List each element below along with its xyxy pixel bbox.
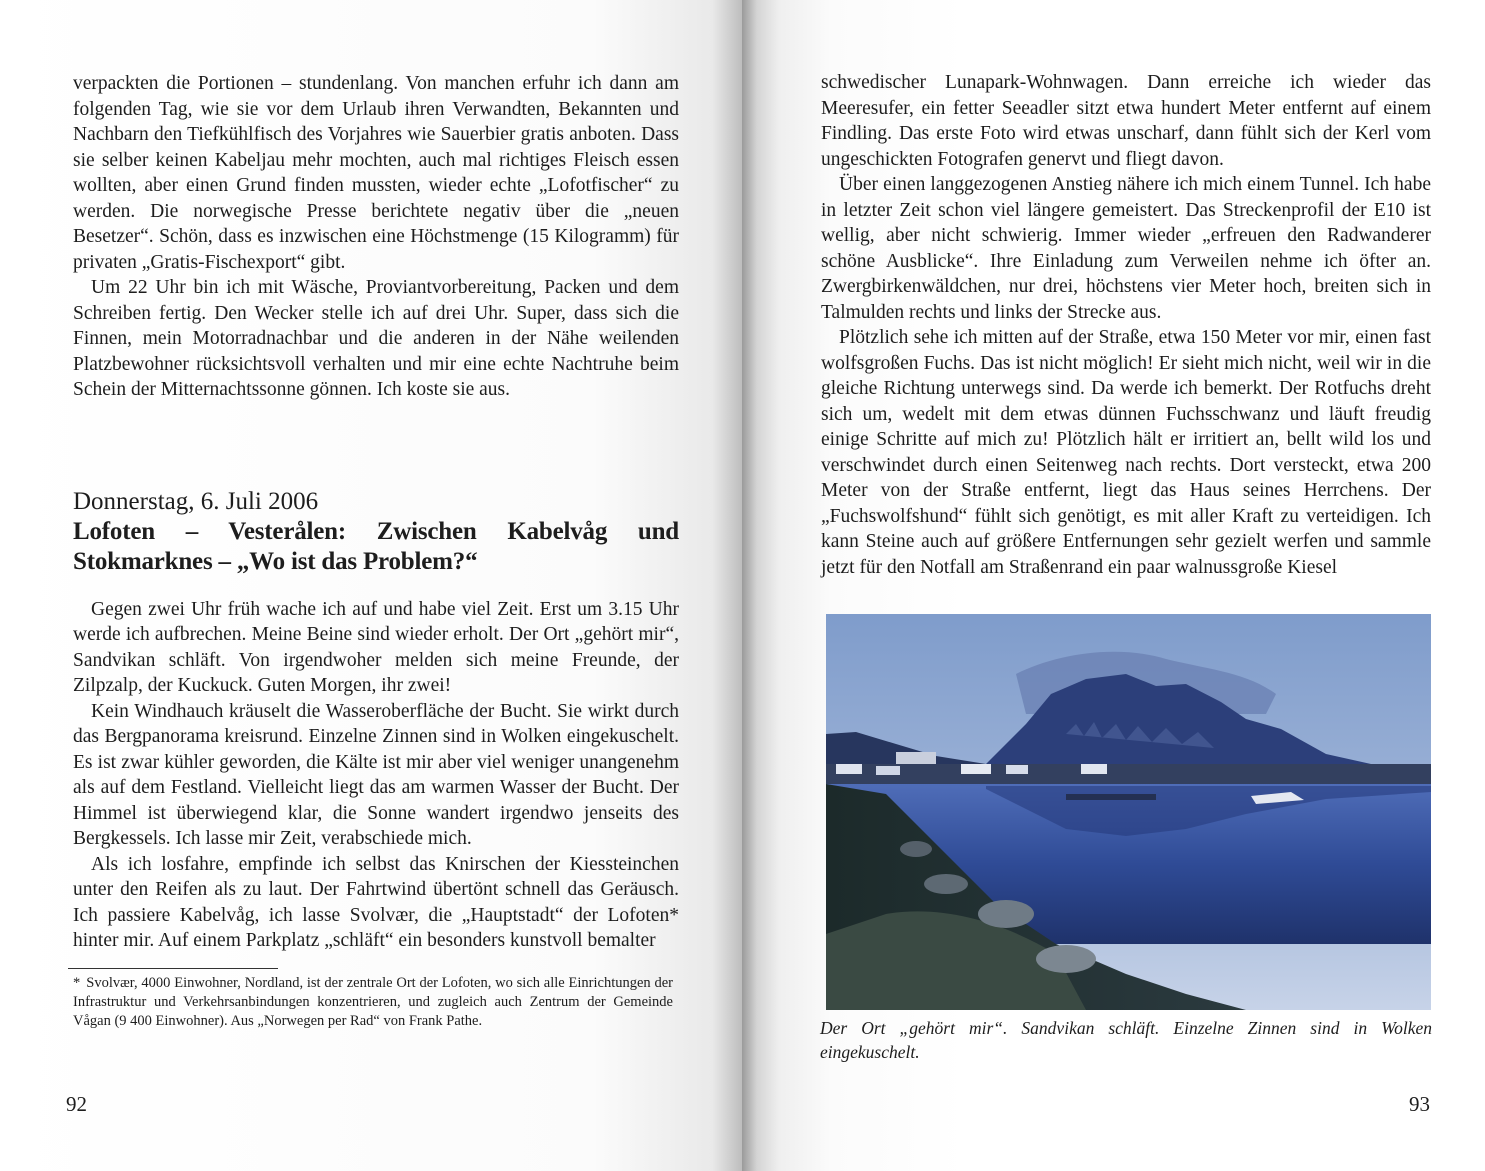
page-number-right: 93: [1409, 1092, 1430, 1116]
photo-caption: Der Ort „gehört mir“. Sandvikan schläft. Einzelne Zinnen sind in Wolken eingekuschelt.: [820, 1018, 1432, 1062]
paragraph: Gegen zwei Uhr früh wache ich auf und habe viel Zeit. Erst um 3.15 Uhr werde ich aufbrechen. Meine Beine sind wieder erholt. Der Ort „gehört mir“, Sandvikan schläft. Von irgendwoher melden sich meine Freunde, der Zilpzalp, der Kuckuck. Guten Morgen, ihr zwei!: [73, 598, 679, 696]
section-spacer: [73, 403, 679, 487]
page-number-left: 92: [66, 1092, 87, 1116]
chapter-title: Lofoten – Vesterålen: Zwischen Kabelvåg und Stokmarknes – „Wo ist das Problem?“: [73, 517, 679, 575]
rock: [1036, 945, 1096, 973]
right-page: [742, 0, 1485, 1171]
footnote-text: Svolvær, 4000 Einwohner, Nordland, ist der zentrale Ort der Lofoten, wo sich alle Einrichtungen der Infrastruktur und Verkehrsanbindungen konzentrieren, und zugleich auch Zentrum der Gemeinde Vågan (9 400 Einwohner). Aus „Norwegen per Rad“ von Frank Pathe.: [73, 975, 673, 1029]
footnote-rule: [68, 968, 278, 969]
paragraph: Als ich losfahre, empfinde ich selbst das Knirschen der Kiessteinchen unter den Reifen als zu laut. Der Fahrtwind übertönt schnell das Geräusch. Ich passiere Kabelvåg, ich lasse Svolvær, die „Hauptstadt“ der Lofoten* hinter mir. Auf einem Parkplatz „schläft“ ein besonders kunstvoll bemalter: [73, 853, 679, 951]
footnote: [73, 974, 673, 1031]
paragraph: Plötzlich sehe ich mitten auf der Straße, etwa 150 Meter vor mir, einen fast wolfsgroßen Fuchs. Das ist nicht möglich! Er sieht mich nicht, weil wir in die gleiche Richtung unterwegs sind. Da werde ich bemerkt. Der Rotfuchs dreht sich um, wedelt mit dem etwas dünnen Fuchsschwanz und läuft freudig einige Schritte auf mich zu! Plötzlich hält er irritiert an, bellt wild los und verschwindet durch einen Seitenweg nach rechts. Dort versteckt, etwa 200 Meter von der Straße entfernt, liegt das Haus seines Herrchens. Der „Fuchswolfshund“ fühlt sich genötigt, es mit aller Kraft zu verteidigen. Ich kann Steine auch auf größere Entfernungen sehr gezielt werfen und sammle jetzt für den Notfall am Straßenrand ein paar walnussgroße Kiesel: [821, 327, 1431, 578]
rock: [900, 841, 932, 857]
paragraph: Um 22 Uhr bin ich mit Wäsche, Proviantvorbereitung, Packen und dem Schreiben fertig. Den Wecker stelle ich auf drei Uhr. Super, dass sich die Finnen, mein Motorradnachbar und die anderen in der Nähe weilenden Platzbewohner rücksichtsvoll verhalten und mir eine echte Nachtruhe beim Schein der Mitternachtssonne gönnen. Ich koste sie aus.: [73, 277, 679, 400]
landscape-photo: [826, 614, 1431, 1010]
paragraph: verpackten die Portionen – stundenlang. Von manchen erfuhr ich dann am folgenden Tag, wie sie vor dem Urlaub ihren Verwandten, Bekannten und Nachbarn den Tiefkühlfisch des Vorjahres wie Sauerbier gratis anboten. Dass sie selber keinen Kabeljau mehr mochten, auch mal richtiges Fleisch essen wollten, aber einen Grund finden mussten, wieder echte „Lofotfischer“ zu werden. Die norwegische Presse berichtete negativ über die „neuen Besetzer“. Schön, dass es inzwischen eine Höchstmenge (15 Kilogramm) für privaten „Gratis-Fischexport“ gibt.: [73, 73, 679, 273]
paragraph: schwedischer Lunapark-Wohnwagen. Dann erreiche ich wieder das Meeresufer, ein fetter Seeadler sitzt etwa hundert Meter entfernt auf einem Findling. Das erste Foto wird etwas unscharf, dann fühlt sich der Kerl vom ungeschickten Fotografen genervt und fliegt davon.: [821, 72, 1431, 170]
paragraph: Kein Windhauch kräuselt die Wasseroberfläche der Bucht. Sie wirkt durch das Bergpanorama kreisrund. Einzelne Zinnen sind in Wolken eingekuschelt. Es ist zwar kühler geworden, die Kälte ist mir aber viel weniger unangenehm als auf dem Festland. Vielleicht liegt das am warmen Wasser der Bucht. Der Himmel ist überwiegend klar, die Sonne wandert irgendwo jenseits des Bergkessels. Ich lasse mir Zeit, verabschiede mich.: [73, 700, 679, 849]
footnote-mark: *: [73, 975, 81, 991]
photo-illustration: [826, 614, 1431, 1010]
rock: [924, 874, 968, 894]
shoreline: [826, 764, 1431, 786]
left-page: [0, 0, 742, 1171]
paragraph: Über einen langgezogenen Anstieg nähere ich mich einem Tunnel. Ich habe in letzter Zeit schon viel längere gemeistert. Das Streckenprofil der E10 ist wellig, aber nicht schwierig. Immer wieder „erfreuen den Radwanderer schöne Ausblicke“. Ihre Einladung zum Verweilen nehme ich öfter an. Zwergbirkenwäldchen, nur drei, höchstens vier Meter hoch, breiten sich in Talmulden rechts und links der Strecke aus.: [821, 174, 1431, 323]
pier: [1066, 794, 1156, 800]
date-heading: Donnerstag, 6. Juli 2006: [73, 487, 319, 515]
right-text-column: [821, 70, 1431, 580]
rock: [978, 900, 1034, 928]
left-text-column: [73, 71, 679, 954]
